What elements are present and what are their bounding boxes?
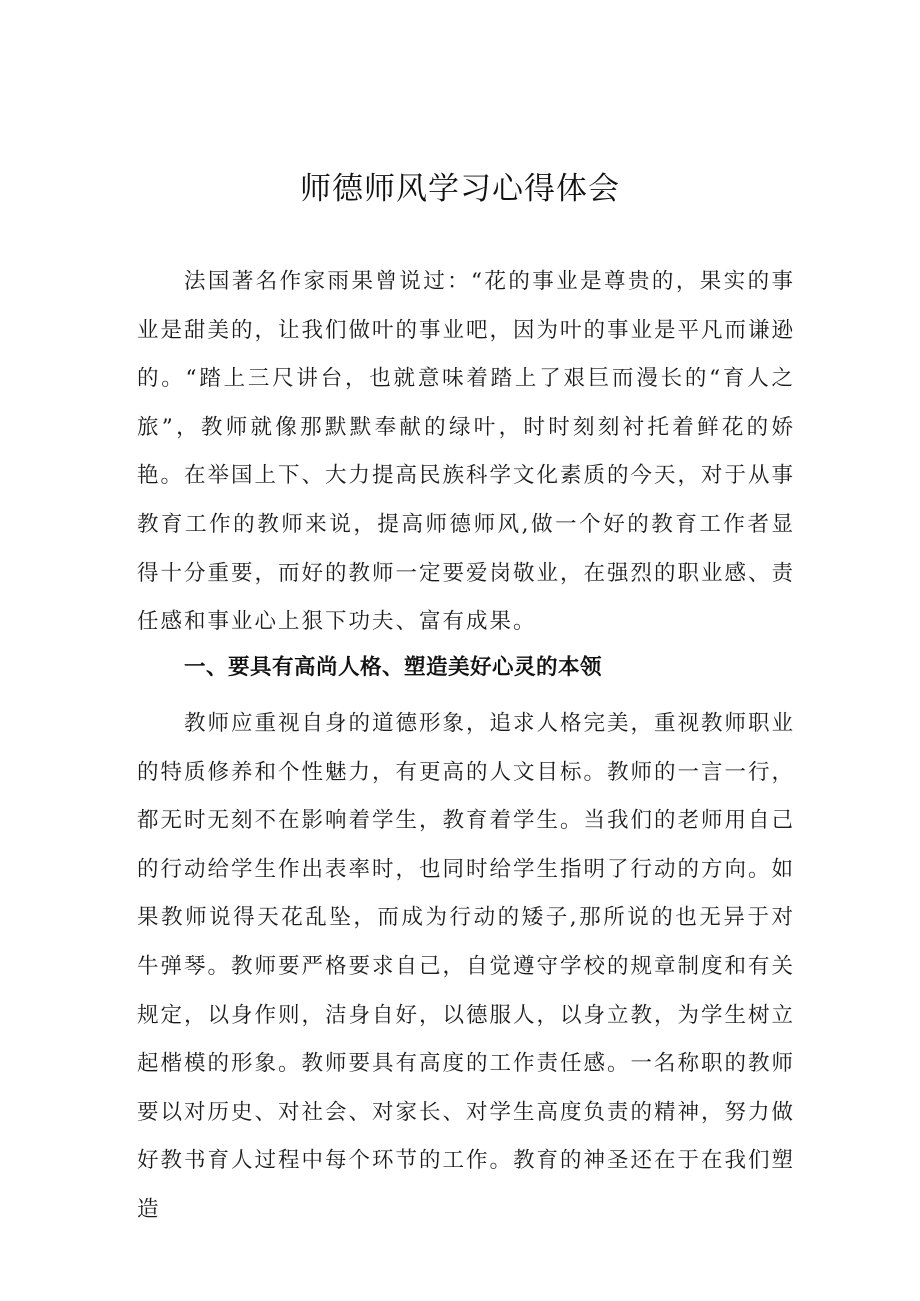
- intro-paragraph: 法国著名作家雨果曾说过：“花的事业是尊贵的，果实的事业是甜美的，让我们做叶的事业吧，因为叶的事业是平凡而谦逊的。“踏上三尺讲台，也就意味着踏上了艰巨而漫长的“育人之旅”，教师就像那默默奉献的绿叶，时时刻刻衬托着鲜花的娇艳。在举国上下、大力提高民族科学文化素质的今天，对于从事教育工作的教师来说，提高师德师风,做一个好的教育工作者显得十分重要，而好的教师一定要爱岗敬业，在强烈的职业感、责任感和事业心上狠下功夫、富有成果。: [137, 269, 796, 635]
- document-title: 师德师风学习心得体会: [300, 171, 620, 207]
- section-heading: 一、要具有高尚人格、塑造美好心灵的本领: [184, 655, 603, 680]
- section-paragraph: 教师应重视自身的道德形象，追求人格完美，重视教师职业的特质修养和个性魅力，有更高的人文目标。教师的一言一行，都无时无刻不在影响着学生，教育着学生。当我们的老师用自己的行动给学生作出表率时，也同时给学生指明了行动的方向。如果教师说得天花乱坠，而成为行动的矮子,那所说的也无异于对牛弹琴。教师要严格要求自己，自觉遵守学校的规章制度和有关规定，以身作则，洁身自好，以德服人，以身立教，为学生树立起楷模的形象。教师要具有高度的工作责任感。一名称职的教师要以对历史、对社会、对家长、对学生高度负责的精神，努力做好教书育人过程中每个环节的工作。教育的神圣还在于在我们塑造: [137, 711, 796, 1222]
